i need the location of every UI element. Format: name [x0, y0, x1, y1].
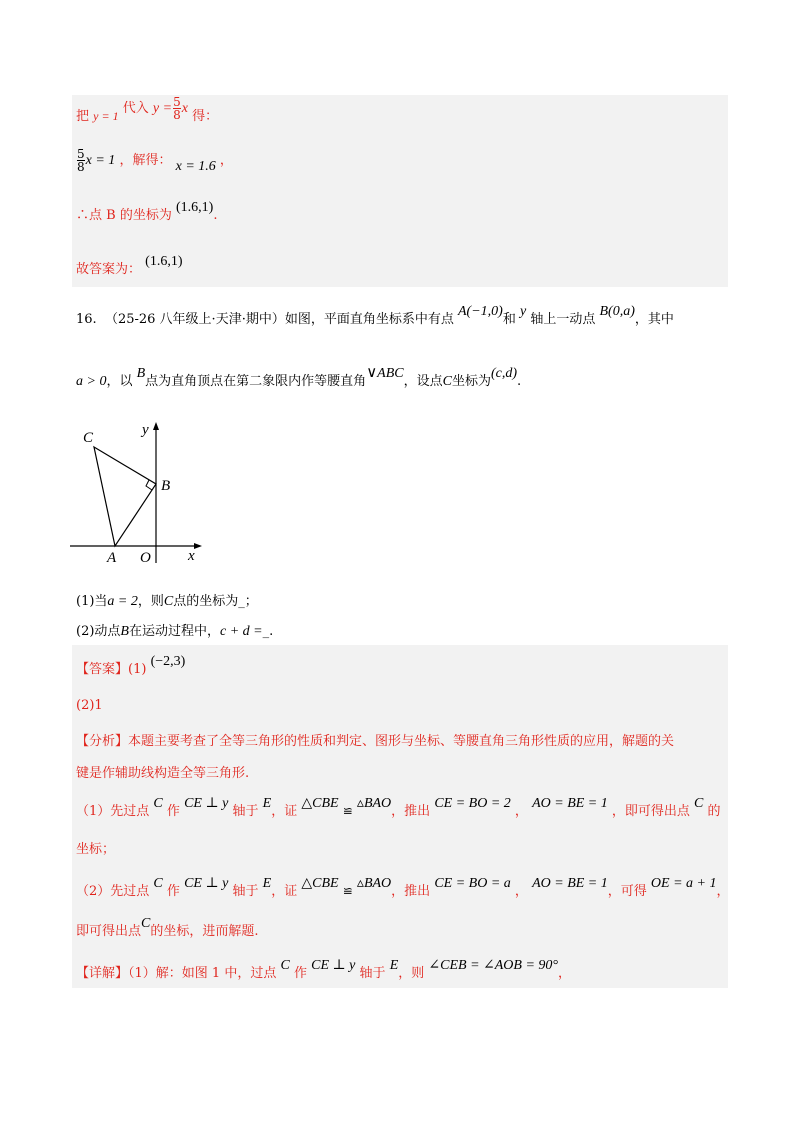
label-a: A — [107, 550, 117, 566]
label-o: O — [140, 550, 151, 566]
analysis-step-1: （1）先过点 C 作 CE ⊥ y 轴于 E，证 △CBE ≌ ▵BAO，推出 CE = BO = 2 ， AO = BE = 1 ，即可得出点 C 的 — [76, 796, 721, 819]
label-b: B — [161, 478, 171, 494]
solution-line-4: 故答案为： (1.6,1) — [76, 254, 183, 277]
analysis-step-2: （2）先过点 C 作 CE ⊥ y 轴于 E，证 △CBE ≌ ▵BAO，推出 CE = BO = a ， AO = BE = 1，可得 OE = a + 1， — [76, 876, 730, 899]
question-line-1: 16. （25-26 八年级上·天津·期中）如图，平面直角坐标系中有点 A(−1,0)和 y 轴上一动点 B(0,a)，其中 — [76, 304, 674, 327]
label-c: C — [83, 430, 94, 446]
solution-line-1: 把 y = 1 代入 y = $\frac{5}{8}$ x 得： — [76, 95, 219, 124]
triangle-abc — [94, 447, 156, 546]
detail-line: 【详解】（1）解：如图 1 中，过点 C 作 CE ⊥ y 轴于 E，则 ∠CEB = ∠AOB = 90°， — [76, 958, 572, 981]
x-axis-arrow — [194, 543, 202, 549]
sub-question-2: (2)动点B在运动过程中，c + d =_. — [76, 624, 274, 639]
analysis-step-2-cont: 即可得出点C的坐标，进而解题. — [76, 916, 259, 939]
answer-line-1: 【答案】(1) (−2,3) — [76, 654, 186, 677]
y-axis-arrow — [153, 422, 159, 430]
analysis-line-1: 【分析】本题主要考查了全等三角形的性质和判定、图形与坐标、等腰直角三角形性质的应用，解题的关 — [76, 734, 675, 749]
fraction: $\frac{5}{8}$ — [77, 147, 85, 174]
solution-line-2: $\frac{5}{8}$ x = 1 ，解得： x = 1.6 ， — [77, 147, 233, 174]
analysis-step-1-cont: 坐标； — [76, 842, 116, 857]
coordinate-figure — [70, 420, 210, 570]
label-y: y — [142, 422, 149, 438]
question-line-2: a > 0，以 B点为直角顶点在第二象限内作等腰直角∨ABC，设点C坐标为(c,d). — [76, 363, 522, 389]
fraction: $\frac{5}{8}$ — [173, 95, 181, 122]
analysis-line-2: 键是作辅助线构造全等三角形. — [76, 766, 250, 781]
label-x: x — [188, 548, 195, 564]
sub-question-1: (1)当a = 2，则C点的坐标为_； — [76, 594, 258, 609]
solution-line-3: ∴点 B 的坐标为 (1.6,1). — [76, 200, 218, 223]
answer-line-2: (2)1 — [76, 698, 103, 713]
